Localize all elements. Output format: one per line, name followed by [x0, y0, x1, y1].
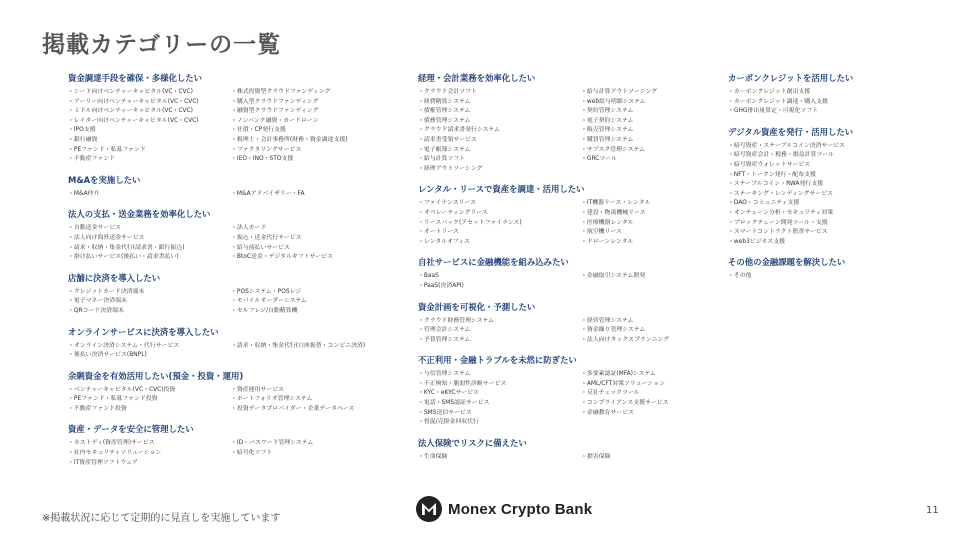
category-item: ・IT資産管理ソフトウェア: [68, 459, 138, 466]
category-item: ・カストディ(資産管理)サービス: [68, 440, 155, 447]
category-item: ・リースバック(アセットファイナンス): [418, 219, 522, 226]
category-section: [68, 423, 398, 468]
category-item: ・オンチェーン分析・セキュリティ対策: [728, 209, 834, 216]
category-heading: その他の金融課題を解決したい: [728, 257, 846, 268]
category-heading: 資金計画を可視化・予測したい: [418, 301, 536, 312]
category-item: ・社債・CP発行支援: [231, 127, 286, 134]
category-item: ・GHG排出量算定・可視化ソフト: [728, 108, 819, 115]
category-item: ・暗号資産ウォレットサービス: [728, 161, 811, 168]
category-item: ・医療機器レンタル: [581, 219, 634, 226]
category-item: ・POSシステム・POSレジ: [231, 288, 302, 295]
category-section: [68, 326, 398, 361]
category-heading: 自社サービスに金融機能を組み込みたい: [418, 257, 569, 268]
category-item: ・生命保険: [418, 453, 448, 460]
category-item: ・ステーキング・レンディングサービス: [728, 190, 833, 197]
category-item: ・航空機リース: [581, 229, 622, 236]
category-section: [68, 370, 398, 415]
category-item: ・反社チェックツール: [581, 390, 640, 397]
category-section: [728, 256, 928, 282]
category-item: ・経営管理システム: [581, 317, 634, 324]
category-section: [728, 126, 928, 248]
category-item: ・オペレーティングリース: [418, 209, 488, 216]
category-item: ・KYC・eKYCサービス: [418, 390, 480, 397]
category-item: ・損害保険: [581, 453, 611, 460]
category-item: ・建設・物流機械リース: [581, 209, 646, 216]
category-item: ・PEファンド・私募ファンド投資: [68, 396, 158, 403]
category-item: ・オンライン決済システム・代行サービス: [68, 342, 180, 349]
category-item: ・金融教育サービス: [581, 409, 635, 416]
category-section: [68, 174, 398, 200]
category-item: ・融資型クラウドファンディング: [231, 108, 319, 115]
category-item: ・請求・収納・集金代行(口座振替・コンビニ決済): [231, 342, 366, 349]
category-section: [418, 354, 710, 428]
page-title: 掲載カテゴリーの一覧: [42, 32, 282, 58]
category-item: ・給与前払いサービス: [231, 244, 290, 251]
category-item: ・SMS送信サービス: [418, 409, 472, 416]
category-item: ・給与計算アウトソーシング: [581, 89, 658, 95]
category-heading: 法人保険でリスクに備えたい: [418, 437, 527, 448]
category-item: ・レイター向けベンチャーキャピタル(VC・CVC): [68, 117, 199, 124]
category-item: ・BaaS: [418, 273, 439, 280]
category-item: ・社内セキュリティソリューション: [68, 450, 162, 457]
category-item: ・不正検知・脆弱性診断サービス: [418, 380, 507, 387]
category-item: ・IPO支援: [68, 127, 96, 134]
category-item: ・PaaS(決済API): [418, 282, 464, 289]
category-heading: 法人の支払・送金業務を効率化したい: [68, 209, 211, 220]
category-item: ・クラウド財務管理システム: [418, 317, 494, 324]
category-item: ・NFT・トークン発行・配布支援: [728, 171, 816, 178]
category-item: ・シード向けベンチャーキャピタル(VC・CVC): [68, 89, 193, 95]
category-item: ・投資データプロバイダー・企業データベース: [231, 405, 355, 412]
category-item: ・IT機器リース・レンタル: [581, 200, 651, 207]
category-item: ・ドローンレンタル: [581, 238, 634, 245]
category-item: ・セルフレジ/自動精算機: [231, 307, 298, 314]
category-heading: M&Aを実施したい: [68, 174, 141, 185]
category-item: ・法人向け海外送金サービス: [68, 234, 145, 241]
category-section: [418, 256, 710, 291]
category-heading: カーボンクレジットを活用したい: [728, 73, 854, 83]
category-item: ・IEO・INO・STO支援: [231, 156, 294, 163]
category-heading: レンタル・リースで資産を調達・活用したい: [418, 184, 585, 195]
category-column-left: [68, 72, 398, 477]
category-item: ・管理会計システム: [418, 327, 471, 334]
category-section: [418, 301, 710, 346]
category-item: ・経費精算システム: [418, 98, 471, 105]
category-item: ・カーボンクレジット調達・購入支援: [728, 98, 828, 105]
category-item: ・クラウド請求書発行システム: [418, 127, 500, 134]
category-item: ・振込・送金代行サービス: [231, 234, 302, 241]
category-item: ・多要素認証(MFA)システム: [581, 371, 656, 378]
category-item: ・クラウド会計ソフト: [418, 89, 477, 95]
category-item: ・与信管理システム: [418, 371, 471, 378]
category-item: ・税理士・会計事務所(財務・資金調達支援): [231, 136, 348, 143]
category-item: ・給与計算ソフト: [418, 156, 466, 163]
category-section: [418, 437, 710, 463]
category-item: ・債務管理システム: [418, 117, 471, 124]
category-item: ・暗号化ソフト: [231, 450, 273, 457]
category-item: ・掛け払いサービス(後払い・請求書払い): [68, 254, 179, 261]
category-item: ・請求・収納・集金代行(請求書・銀行振込): [68, 244, 185, 251]
monex-logo-icon: [416, 496, 442, 522]
category-item: ・モバイルオーダーシステム: [231, 298, 307, 305]
category-item: ・電子帳簿システム: [418, 146, 471, 153]
category-item: ・不動産ファンド投資: [68, 405, 127, 412]
category-item: ・ポートフォリオ管理システム: [231, 396, 313, 403]
category-item: ・金融取引システム開発: [581, 273, 646, 280]
category-item: ・ID・パスワード管理システム: [231, 440, 314, 447]
category-item: ・コンプライアンス支援サービス: [581, 400, 669, 407]
category-item: ・QRコード決済端末: [68, 307, 124, 314]
category-item: ・ベンチャーキャピタル(VC・CVC)投資: [68, 386, 176, 393]
brand-logo: [416, 496, 592, 522]
category-item: ・web給与明細システム: [581, 98, 646, 105]
category-heading: 経理・会計業務を効率化したい: [418, 73, 536, 83]
footnote: ※掲載状況に応じて定期的に見直しを実施しています: [42, 513, 281, 524]
category-item: ・購入型クラウドファンディング: [231, 98, 319, 105]
category-item: ・暗号資産・ステーブルコイン決済サービス: [728, 142, 845, 149]
category-heading: オンラインサービスに決済を導入したい: [68, 326, 219, 337]
category-section: [68, 272, 398, 317]
category-item: ・後払い決済サービス(BNPL): [68, 352, 147, 359]
category-item: ・法人向けタックスプランニング: [581, 336, 670, 343]
category-heading: 資産・データを安全に管理したい: [68, 424, 194, 435]
category-item: ・銀行融資: [68, 136, 98, 143]
category-item: ・DAO・コミュニティ支援: [728, 200, 800, 207]
category-item: ・カーボンクレジット創出支援: [728, 89, 811, 95]
category-item: ・レンタルオフィス: [418, 238, 470, 245]
category-column-middle: [418, 72, 710, 471]
category-item: ・M&A仲介: [68, 190, 100, 197]
category-section: [418, 72, 710, 174]
category-item: ・電話・SMS認証サービス: [418, 400, 490, 407]
category-item: ・請求書受領サービス: [418, 136, 477, 143]
category-item: ・ミドル向けベンチャーキャピタル(VC・CVC): [68, 108, 193, 115]
category-item: ・督促/売掛金回収代行: [418, 419, 479, 426]
category-item: ・スマートコントラクト監査サービス: [728, 229, 828, 236]
category-item: ・ファクタリングサービス: [231, 146, 302, 153]
category-heading: 余剰資金を有効活用したい(預金・投資・運用): [68, 370, 244, 381]
category-item: ・ノンバンク融資・カードローン: [231, 117, 319, 124]
category-item: ・web3ビジネス支援: [728, 238, 785, 245]
category-item: ・資金繰り管理システム: [581, 327, 646, 334]
category-item: ・ステーブルコイン・RWA発行支援: [728, 181, 824, 188]
category-item: ・その他: [728, 273, 752, 280]
category-column-right: [728, 72, 928, 291]
category-item: ・契約管理システム: [581, 108, 634, 115]
brand-name: Monex Crypto Bank: [448, 500, 593, 518]
category-item: ・株式投資型クラウドファンディング: [231, 89, 331, 95]
category-item: ・サブスク管理システム: [581, 146, 645, 153]
category-item: ・法人カード: [231, 225, 267, 232]
category-heading: 不正利用・金融トラブルを未然に防ぎたい: [418, 355, 577, 366]
category-item: ・GRCツール: [581, 156, 617, 163]
category-section: [68, 72, 398, 165]
category-item: ・不動産ファンド: [68, 156, 116, 163]
category-item: ・オートリース: [418, 229, 459, 236]
category-item: ・販売管理システム: [581, 127, 634, 134]
category-item: ・BtoC送金・デジタルギフトサービス: [231, 254, 334, 261]
category-heading: 店舗に決済を導入したい: [68, 272, 161, 283]
category-heading: デジタル資産を発行・活用したい: [728, 126, 854, 137]
category-section: [728, 72, 928, 117]
category-item: ・電子契約システム: [581, 117, 634, 124]
category-item: ・クレジットカード決済端末: [68, 288, 145, 295]
category-item: ・自動送金サービス: [68, 225, 122, 232]
category-heading: 資金調達手段を確保・多様化したい: [68, 73, 202, 83]
category-item: ・資産運用サービス: [231, 386, 285, 393]
category-item: ・予算管理システム: [418, 336, 471, 343]
category-section: [68, 208, 398, 262]
category-item: ・債権管理システム: [418, 108, 471, 115]
category-item: ・ファイナンスリース: [418, 200, 477, 207]
category-item: ・PEファンド・私募ファンド: [68, 146, 146, 153]
page-number: 11: [926, 505, 939, 516]
category-section: [418, 183, 710, 247]
category-item: ・AML/CFT対策ソリューション: [581, 380, 665, 387]
category-item: ・アーリー向けベンチャーキャピタル(VC・CVC): [68, 98, 199, 105]
category-item: ・購買管理システム: [581, 136, 634, 143]
category-item: ・M&Aアドバイザリー・FA: [231, 190, 305, 197]
category-item: ・電子マネー決済端末: [68, 298, 127, 305]
category-item: ・ブロックチェーン開発ツール・支援: [728, 219, 828, 226]
category-item: ・経理アウトソーシング: [418, 165, 483, 172]
category-item: ・暗号資産会計・税務・損益計算ツール: [728, 152, 834, 159]
